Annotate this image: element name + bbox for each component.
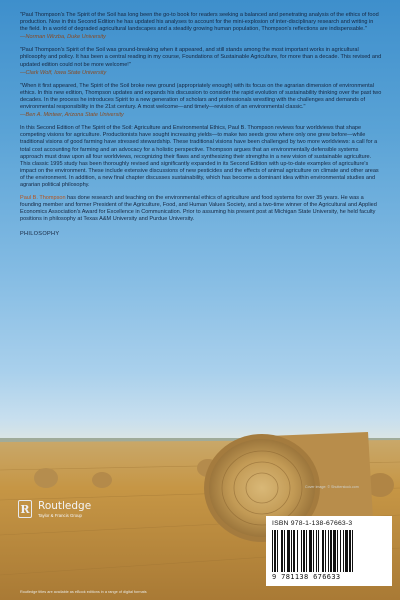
- endorsement-quote: [20, 47, 382, 76]
- barcode-bar: [316, 530, 317, 572]
- author-bio: [20, 195, 382, 223]
- barcode-bar: [322, 530, 324, 572]
- barcode-bar: [330, 530, 332, 572]
- barcode-number: 9 781138 676633: [272, 573, 341, 581]
- barcode-bar: [274, 530, 276, 572]
- isbn-label: ISBN 978-1-138-67663-3: [272, 520, 353, 527]
- quote-text: "Paul Thompson's Spirit of the Soil was ground-breaking when it appeared, and still stands among the most important works in agricultural philosophy and policy. It has been a central reading in my course, Foundations of Sustainable Agriculture, for more than a decade. This revised and updated edition could not be more welcome!": [20, 47, 382, 68]
- routledge-logo-icon: R: [18, 500, 32, 518]
- barcode-bar: [318, 530, 319, 572]
- barcode-bar: [306, 530, 307, 572]
- barcode-bar: [309, 530, 312, 572]
- barcode-bar: [313, 530, 314, 572]
- barcode-bar: [337, 530, 338, 572]
- barcode-panel: [266, 516, 392, 586]
- barcode-bar: [281, 530, 283, 572]
- endorsement-quote: [20, 12, 382, 41]
- publisher-name: Routledge: [38, 500, 92, 512]
- barcode-bar: [291, 530, 292, 572]
- image-credit: Cover image: © Shutterstock.com: [305, 485, 359, 489]
- publisher-logo: [18, 500, 91, 518]
- barcode-icon: [272, 530, 386, 572]
- publisher-text: [38, 500, 91, 518]
- blurb: [20, 12, 382, 239]
- barcode-bar: [284, 530, 285, 572]
- quote-text: "Paul Thompson's The Spirit of the Soil has long been the go-to book for readers seeking a balanced and penetrating analysis of the ethics of food production. Now in this Second Edition he has updated his analyses to account for the mini-explosion of inter-disciplinary research and writing in the field. In a world of degraded agricultural landscapes and a steadily growing human population, Thompson's reflections are indispensable.": [20, 12, 379, 33]
- barcode-bar: [297, 530, 298, 572]
- subject-category: PHILOSOPHY: [20, 231, 60, 238]
- quote-attribution: —Ben A. Minteer, Arizona State University: [20, 112, 124, 119]
- quote-attribution: —Clark Wolf, Iowa State University: [20, 69, 107, 76]
- barcode-bar: [325, 530, 326, 572]
- quote-attribution: —Norman Wirzba, Duke University: [20, 34, 106, 41]
- barcode-bar: [328, 530, 329, 572]
- quote-text: "When it first appeared, The Spirit of the Soil broke new ground (appropriately enough) with its focus on the agrarian dimension of environmental ethics. In this new edition, Thompson updates and expands his discussion to consider the rapid evolution of sustainability thinking over the past two decades. In the process he introduces Spirit to a new generation of scholars and professionals wrestling with the challenges and demands of environmental responsibility in the 21st century. A most welcome—and timely—revision of an environmental classic.": [20, 82, 382, 111]
- barcode-bar: [272, 530, 273, 572]
- barcode-bar: [345, 530, 348, 572]
- barcode-bar: [277, 530, 278, 572]
- publisher-group: Taylor & Francis Group: [38, 513, 82, 518]
- barcode-bar: [301, 530, 302, 572]
- barcode-bar: [352, 530, 353, 572]
- ebook-footnote: Routledge titles are available as eBook editions in a range of digital formats: [20, 590, 147, 594]
- barcode-bar: [293, 530, 295, 572]
- barcode-bar: [303, 530, 305, 572]
- barcode-bar: [349, 530, 351, 572]
- author-name: Paul B. Thompson: [20, 195, 66, 202]
- author-bio-text: has done research and teaching on the environmental ethics of agriculture and food systems for over 35 years. He was a founding member and former President of the Agriculture, Food, and Human Values Society, and a two-time winner of the Agricultural and Applied Economics Association's Award for Excellence in Communication. Prior to assuming his present post at Michigan State University, he held faculty positions in philosophy at Texas A&M University and Purdue University.: [20, 195, 377, 223]
- barcode-bar: [343, 530, 344, 572]
- barcode-bar: [287, 530, 290, 572]
- barcode-bar: [333, 530, 336, 572]
- book-description: In this Second Edition of The Spirit of the Soil: Agriculture and Environmental Ethics, Paul B. Thompson reviews four worldviews that shape competing visions for agriculture. Productionists have sought increasing yields—to make two seeds grow where only one grew before—while traditional visions of good farming have stressed stewardship. These traditional visions have been challenged by two more worldviews: a call for a total cost accounting for farming and an advocacy for a holistic perspective. Thompson argues that an environmentally defensible systems approach must draw upon all four worldviews, recognizing their flaws and synthesizing their strengths in a new vision of sustainable agriculture. This classic 1995 study has been thoroughly revised and significantly expanded in its Second Edition with up-to-date examples of agriculture's impact on the environment. These include extensive discussions of new pesticides and the effects of animal agriculture on climate and other areas of the environment. In addition, a new final chapter discusses sustainability, which has become a dominant idea within environmental studies and agrarian political philosophy.: [20, 125, 379, 188]
- barcode-bar: [340, 530, 341, 572]
- endorsement-quote: [20, 83, 382, 119]
